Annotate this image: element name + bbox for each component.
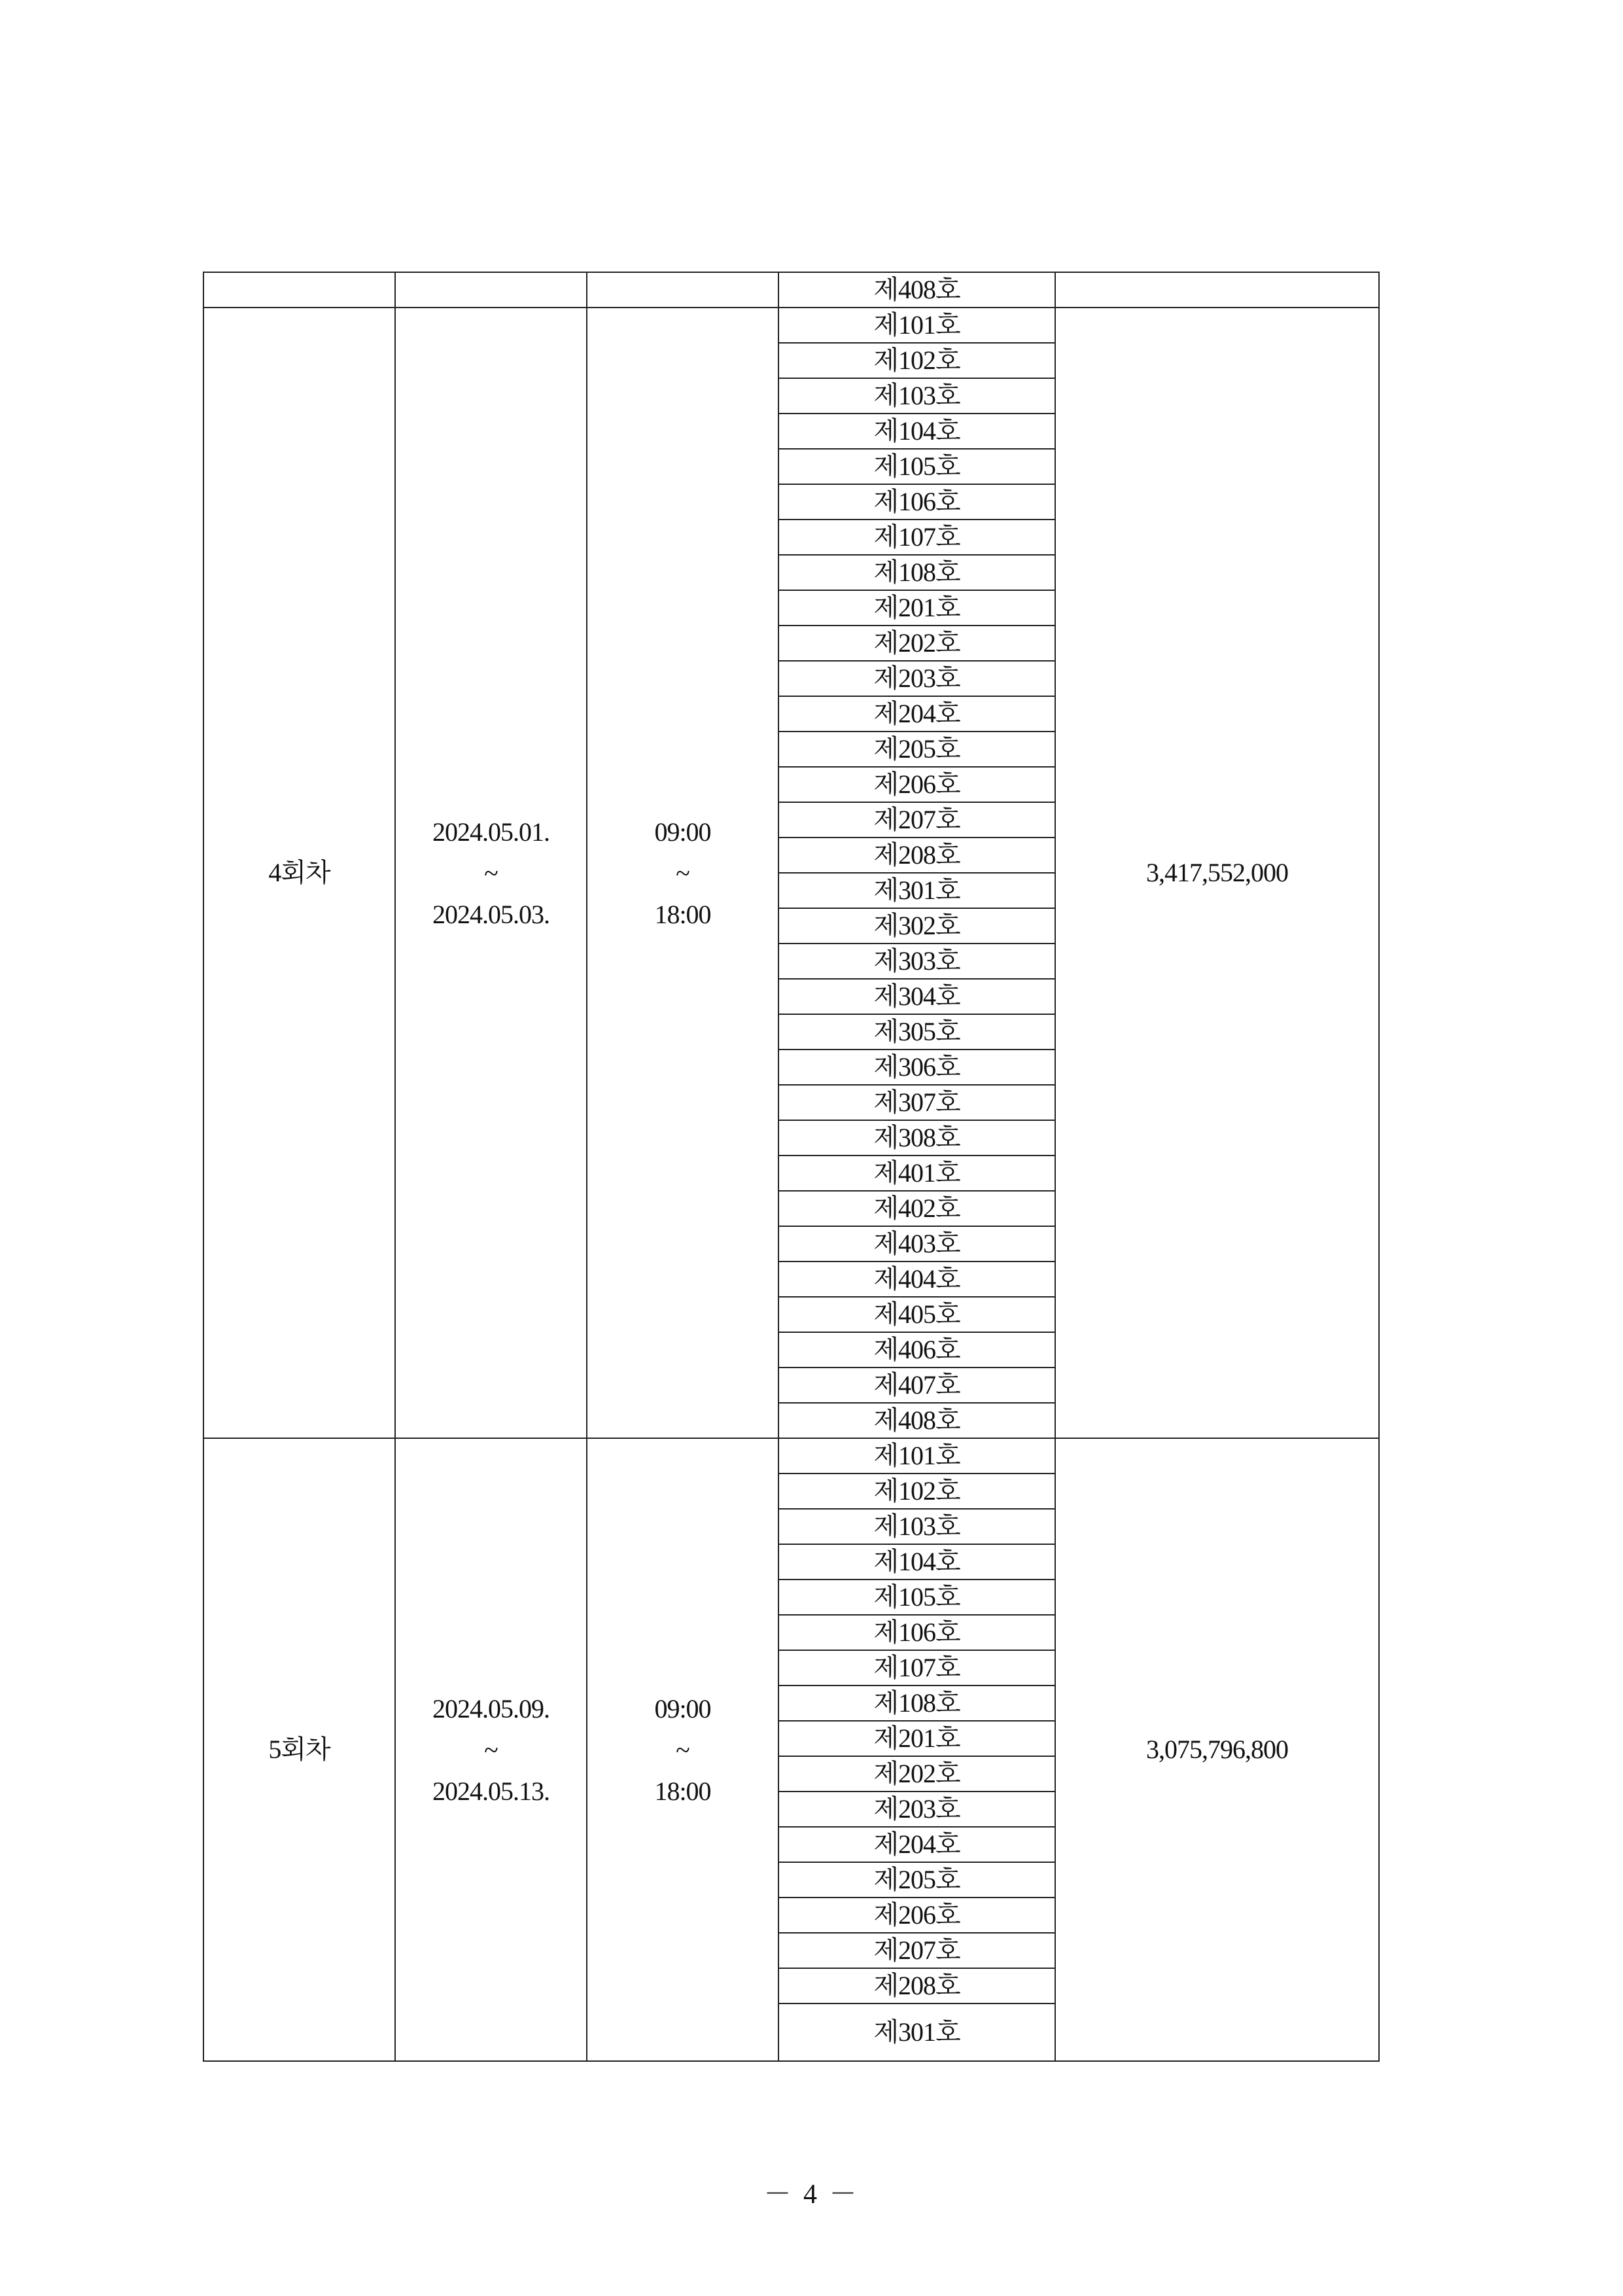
unit-cell: 제106호 — [778, 484, 1055, 520]
time-range-time-start: 09:00 — [654, 817, 711, 847]
unit-cell: 제105호 — [778, 1580, 1055, 1615]
unit-cell: 제203호 — [778, 1792, 1055, 1827]
round-label-cell: 4회차 — [203, 308, 395, 1438]
unit-cell: 제208호 — [778, 838, 1055, 873]
continuation-row — [203, 272, 1379, 308]
unit-cell: 제306호 — [778, 1050, 1055, 1085]
unit-cell: 제303호 — [778, 944, 1055, 979]
time-range-time-end: 18:00 — [654, 899, 711, 929]
unit-cell: 제101호 — [778, 1438, 1055, 1474]
unit-cell: 제407호 — [778, 1368, 1055, 1403]
unit-cell: 제302호 — [778, 908, 1055, 944]
time-range-cell — [587, 1438, 778, 2061]
date-range-date-end: 2024.05.13. — [432, 1776, 550, 1806]
date-range-cell — [395, 308, 587, 1438]
unit-cell: 제206호 — [778, 1898, 1055, 1933]
unit-cell: 제207호 — [778, 802, 1055, 838]
table-row — [203, 308, 1379, 343]
time-range-time-sep: ~ — [676, 858, 689, 888]
unit-cell: 제107호 — [778, 1650, 1055, 1686]
unit-cell: 제204호 — [778, 696, 1055, 732]
unit-cell: 제102호 — [778, 343, 1055, 378]
time-cell-empty — [587, 272, 778, 308]
unit-cell: 제202호 — [778, 1756, 1055, 1792]
date-range-date-end: 2024.05.03. — [432, 899, 550, 929]
unit-cell: 제104호 — [778, 1544, 1055, 1580]
unit-cell: 제305호 — [778, 1014, 1055, 1050]
unit-cell: 제207호 — [778, 1933, 1055, 1968]
unit-cell: 제102호 — [778, 1474, 1055, 1509]
unit-cell: 제106호 — [778, 1615, 1055, 1650]
date-range-date-start: 2024.05.09. — [432, 1693, 550, 1723]
unit-cell: 제202호 — [778, 626, 1055, 661]
unit-cell: 제108호 — [778, 1686, 1055, 1721]
unit-cell: 제208호 — [778, 1968, 1055, 2004]
amount-cell-empty — [1055, 272, 1379, 308]
unit-cell: 제404호 — [778, 1262, 1055, 1297]
unit-cell: 제101호 — [778, 308, 1055, 343]
unit-cell: 제206호 — [778, 767, 1055, 802]
unit-cell: 제408호 — [778, 1403, 1055, 1438]
page-number: － 4 － — [763, 2180, 860, 2210]
unit-cell: 제304호 — [778, 979, 1055, 1014]
date-cell-empty — [395, 272, 587, 308]
unit-cell: 제405호 — [778, 1297, 1055, 1332]
unit-cell: 제107호 — [778, 520, 1055, 555]
unit-cell: 제301호 — [778, 2004, 1055, 2061]
sale-schedule-table-body — [203, 272, 1379, 2061]
unit-cell: 제307호 — [778, 1085, 1055, 1120]
unit-cell: 제401호 — [778, 1156, 1055, 1191]
date-range-date-sep: ~ — [484, 1735, 498, 1765]
unit-cell: 제201호 — [778, 1721, 1055, 1756]
unit-cell: 제103호 — [778, 378, 1055, 414]
unit-cell: 제103호 — [778, 1509, 1055, 1544]
unit-cell: 제204호 — [778, 1827, 1055, 1862]
unit-cell: 제406호 — [778, 1332, 1055, 1368]
unit-cell: 제104호 — [778, 414, 1055, 449]
date-range-date-start: 2024.05.01. — [432, 817, 550, 847]
time-range-time-sep: ~ — [676, 1735, 689, 1765]
unit-cell: 제402호 — [778, 1191, 1055, 1226]
amount-cell: 3,417,552,000 — [1055, 308, 1379, 1438]
unit-cell: 제105호 — [778, 449, 1055, 484]
round-cell-empty — [203, 272, 395, 308]
time-range-time-end: 18:00 — [654, 1776, 711, 1806]
unit-cell: 제301호 — [778, 873, 1055, 908]
unit-cell: 제205호 — [778, 732, 1055, 767]
unit-cell: 제403호 — [778, 1226, 1055, 1262]
time-range-cell — [587, 308, 778, 1438]
unit-cell: 제408호 — [778, 272, 1055, 308]
time-range-time-start: 09:00 — [654, 1693, 711, 1723]
unit-cell: 제201호 — [778, 590, 1055, 626]
date-range-date-sep: ~ — [484, 858, 498, 888]
round-label-cell: 5회차 — [203, 1438, 395, 2061]
unit-cell: 제108호 — [778, 555, 1055, 590]
table-row — [203, 1438, 1379, 1474]
amount-cell: 3,075,796,800 — [1055, 1438, 1379, 2061]
unit-cell: 제205호 — [778, 1862, 1055, 1898]
unit-cell: 제203호 — [778, 661, 1055, 696]
unit-cell: 제308호 — [778, 1120, 1055, 1156]
sale-schedule-table — [203, 272, 1380, 2062]
date-range-cell — [395, 1438, 587, 2061]
